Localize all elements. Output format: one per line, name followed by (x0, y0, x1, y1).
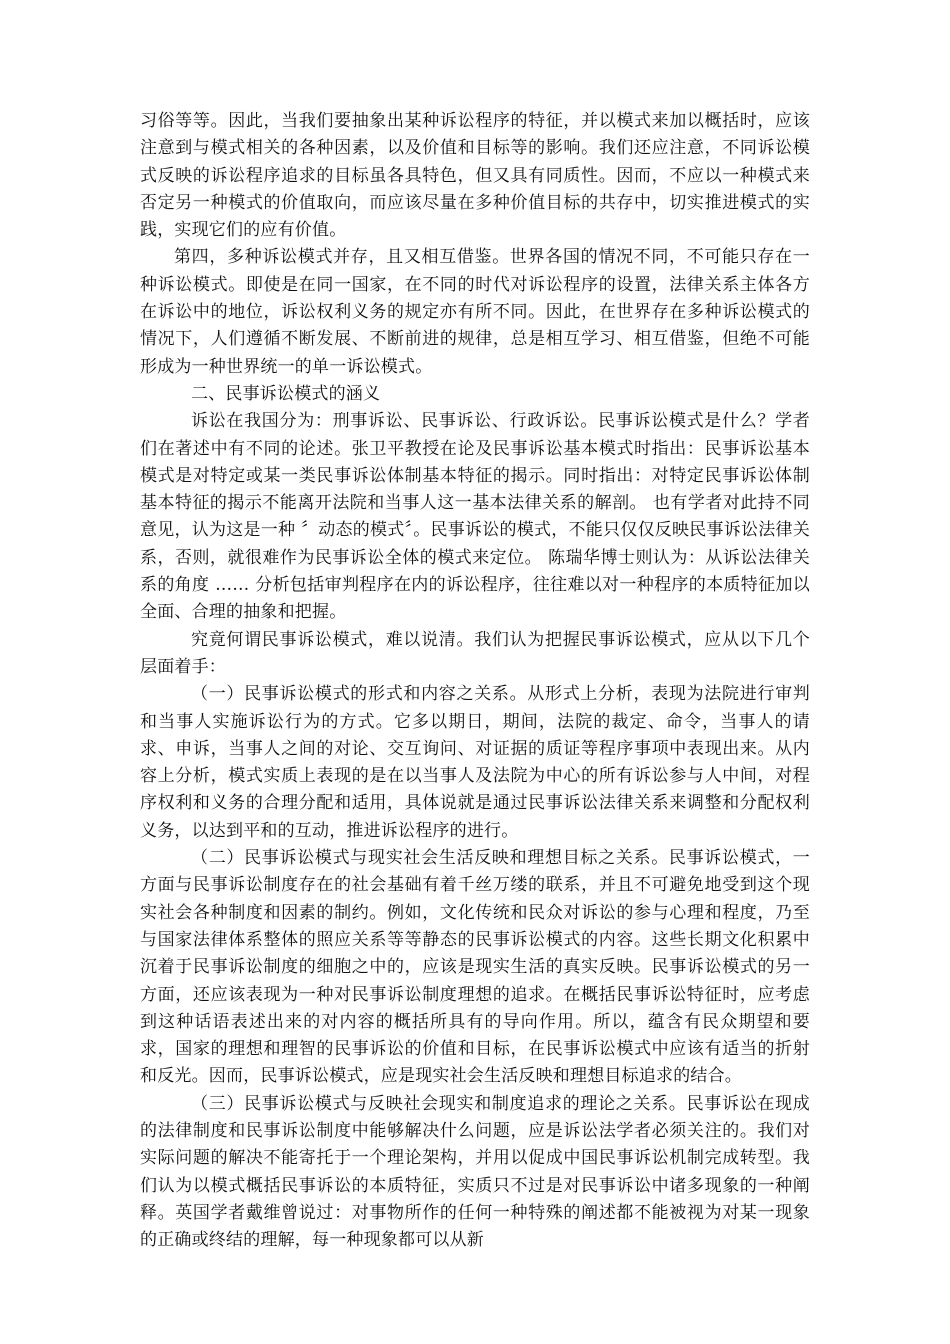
document-page (140, 108, 810, 1254)
paragraph-continuation: 习俗等等。因此，当我们要抽象出某种诉讼程序的特征，并以模式来加以概括时，应该注意到与模式相关的各种因素，以及价值和目标等的影响。我们还应注意，不同诉讼模式反映的诉讼程序追求的目标虽各具特色，但又具有同质性。因而，不应以一种模式来否定另一种模式的价值取向，而应该尽量在多种价值目标的共存中，切实推进模式的实践，实现它们的应有价值。 (140, 111, 810, 241)
paragraph-definition: 诉讼在我国分为：刑事诉讼、民事诉讼、行政诉讼。民事诉讼模式是什么？学者们在著述中有不同的论述。张卫平教授在论及民事诉讼基本模式时指出：民事诉讼基本模式是对特定或某一类民事诉讼体制基本特征的揭示。同时指出：对特定民事诉讼体制基本特征的揭示不能离开法院和当事人这一基本法律关系的解剖。 也有学者对此持不同意见，认为这是一种 〞动态的模式〞。民事诉讼的模式，不能只仅仅反映民事诉讼法律关系，否则，就很难作为民事诉讼全体的模式来定位。 陈瑞华博士则认为：从诉讼法律关系的角度 …… 分析包括审判程序在内的诉讼程序，往往难以对一种程序的本质特征加以全面、合理的抽象和把握。 (140, 411, 810, 623)
section-heading: 二、民事诉讼模式的涵义 (191, 383, 381, 404)
paragraph-form-content: （一）民事诉讼模式的形式和内容之关系。从形式上分析，表现为法院进行审判和当事人实施诉讼行为的方式。它多以期日，期间，法院的裁定、命令，当事人的请求、申诉，当事人之间的对论、交互询问、对证据的质证等程序事项中表现出来。从内容上分析，模式实质上表现的是在以当事人及法院为中心的所有诉讼参与人中间，对程序权利和义务的合理分配和适用，具体说就是通过民事诉讼法律关系来调整和分配权利义务，以达到平和的互动，推进诉讼程序的进行。 (140, 684, 810, 841)
paragraph-theory: （三）民事诉讼模式与反映社会现实和制度追求的理论之关系。民事诉讼在现成的法律制度和民事诉讼制度中能够解决什么问题，应是诉讼法学者必须关注的。我们对实际问题的解决不能寄托于一个理论架构，并用以促成中国民事诉讼机制完成转型。我们认为以模式概括民事诉讼的本质特征，实质只不过是对民事诉讼中诸多现象的一种阐释。英国学者戴维曾说过：对事物所作的任何一种特殊的阐述都不能被视为对某一现象的正确或终结的理解，每一种现象都可以从新 (140, 1093, 810, 1251)
paragraph-approach: 究竟何谓民事诉讼模式，难以说清。我们认为把握民事诉讼模式，应从以下几个层面着手： (140, 629, 810, 677)
paragraph-point-four: 第四，多种诉讼模式并存，且又相互借鉴。世界各国的情况不同，不可能只存在一种诉讼模式。即使是在同一国家，在不同的时代对诉讼程序的设置，法律关系主体各方在诉讼中的地位，诉讼权利义务的规定亦有所不同。因此，在世界存在多种诉讼模式的情况下，人们遵循不断发展、不断前进的规律，总是相互学习、相互借鉴，但绝不可能形成为一种世界统一的单一诉讼模式。 (140, 247, 810, 377)
paragraph-reality-ideal: （二）民事诉讼模式与现实社会生活反映和理想目标之关系。民事诉讼模式，一方面与民事诉讼制度存在的社会基础有着千丝万缕的联系，并且不可避免地受到这个现实社会各种制度和因素的制约。例如，文化传统和民众对诉讼的参与心理和程度，乃至与国家法律体系整体的照应关系等等静态的民事诉讼模式的内容。这些长期文化积累中沉着于民事诉讼制度的细胞之中的，应该是现实生活的真实反映。民事诉讼模式的另一方面，还应该表现为一种对民事诉讼制度理想的追求。在概括民事诉讼特征时，应考虑到这种话语表述出来的对内容的概括所具有的导向作用。所以，蕴含有民众期望和要求，国家的理想和理智的民事诉讼的价值和目标，在民事诉讼模式中应该有适当的折射和反光。因而，民事诉讼模式，应是现实社会生活反映和理想目标追求的结合。 (140, 848, 810, 1087)
